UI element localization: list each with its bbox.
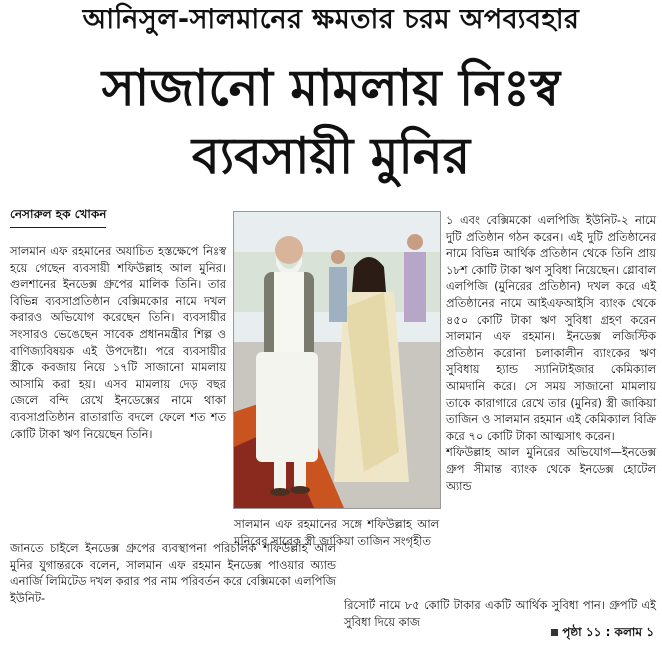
mid-bottom-paragraph: রিসোর্ট নামে ৮৫ কোটি টাকার একটি আর্থিক সুবিধা পান। গ্রুপটি এই সুবিধা দিয়ে কাজ [344,598,656,629]
left-bottom-paragraph: জানতে চাইলে ইনডেক্স গ্রুপের ব্যবস্থাপনা পরিচালক শফিউল্লাহ আল মুনির যুগান্তরকে বলেন, সালমান এফ রহমান ইনডেক্স পাওয়ার অ্যান্ড এনার্জি লিমিটেড দখল করার পর নাম পরিবর্তন করে বেক্সিমকো এলপিজি ইউনিট- [10,541,336,605]
main-headline-line-1: সাজানো মামলায় নিঃস্ব [101,59,561,117]
page-reference [551,624,654,644]
left-paragraph-1: সালমান এফ রহমানের অযাচিত হস্তক্ষেপে নিঃস্ব হয়ে গেছেন ব্যবসায়ী শফিউল্লাহ আল মুনির। গুলশানের ইনডেক্স গ্রুপের মালিক তিনি। তার বিভিন্ন ব্যবসাপ্রতিষ্ঠান বেক্সিমকোর নামে দখল করারও অভিযোগ করেছেন তিনি। ব্যবসায়ীর সংসারও ভেঙেছেন সাবেক প্রধানমন্ত্রীর শিল্প ও বাণিজ্যবিষয়ক এই উপদেষ্টা। পরে ব্যবসায়ীর স্ত্রীকে কবজায় নিয়ে ১৭টি সাজানো মামলায় আসামি করা হয়। এসব মামলায় দেড় বছর জেলে বন্দি রেখে ইনডেক্সের নামে থাকা ব্যবসাপ্রতিষ্ঠান রাতারাতি বদলে ফেলে শত শত কোটি টাকা ঋণ নিয়েছেন তিনি। [10,244,226,441]
square-bullet-icon [551,629,558,636]
right-column [446,212,656,494]
right-paragraph-1: ১ এবং বেক্সিমকো এলপিজি ইউনিট-২ নামে দুটি প্রতিষ্ঠান গঠন করেন। এই দুটি প্রতিষ্ঠানের নামে বিভিন্ন আর্থিক প্রতিষ্ঠান থেকে তিনি প্রায় ১৮শ কোটি টাকা ঋণ সুবিধা নিয়েছেন। গ্লোবাল এলপিজি (মুনিরের প্রতিষ্ঠান) দখল করে এই প্রতিষ্ঠানের নামে আইএফআইসি ব্যাংক থেকে ৪৫০ কোটি টাকা ঋণ সুবিধা গ্রহণ করেন সালমান এফ রহমান। ইনডেক্স লজিস্টিক প্রতিষ্ঠান করোনা চলাকালীন ব্যাংকের ঋণ সুবিধায় হ্যান্ড স্যানিটাইজার কেমিক্যাল আমদানি করে। সে সময় সাজানো মামলায় তাকে কারাগারে রেখে তার (মুনির) স্ত্রী জাকিয়া তাজিন ও সালমান রহমান এই কেমিক্যাল বিক্রি করে ৭০ কোটি টাকা আত্মসাৎ করেন। [446,213,656,443]
byline: নেসারুল হক খোকন [10,206,106,228]
photo-caption: সালমান এফ রহমানের সঙ্গে শফিউল্লাহ আল মনিরের সাবেক স্ত্রী জাকিয়া তাজিন সংগৃহীত [234,517,439,548]
main-headline-line-2: ব্যবসায়ী মুনির [191,127,471,185]
news-photo [233,211,441,509]
page-reference-text: পৃষ্ঠা ১১ : কলাম ১ [562,625,654,639]
kicker-headline: আনিসুল-সালমানের ক্ষমতার চরম অপব্যবহার [82,4,580,35]
left-column [10,243,226,442]
right-paragraph-2: শফিউল্লাহ আল মুনিরের অভিযোগ—ইনডেক্স গ্রুপ সীমান্ত ব্যাংক থেকে ইনডেক্স হোটেল অ্যান্ড [446,445,656,493]
